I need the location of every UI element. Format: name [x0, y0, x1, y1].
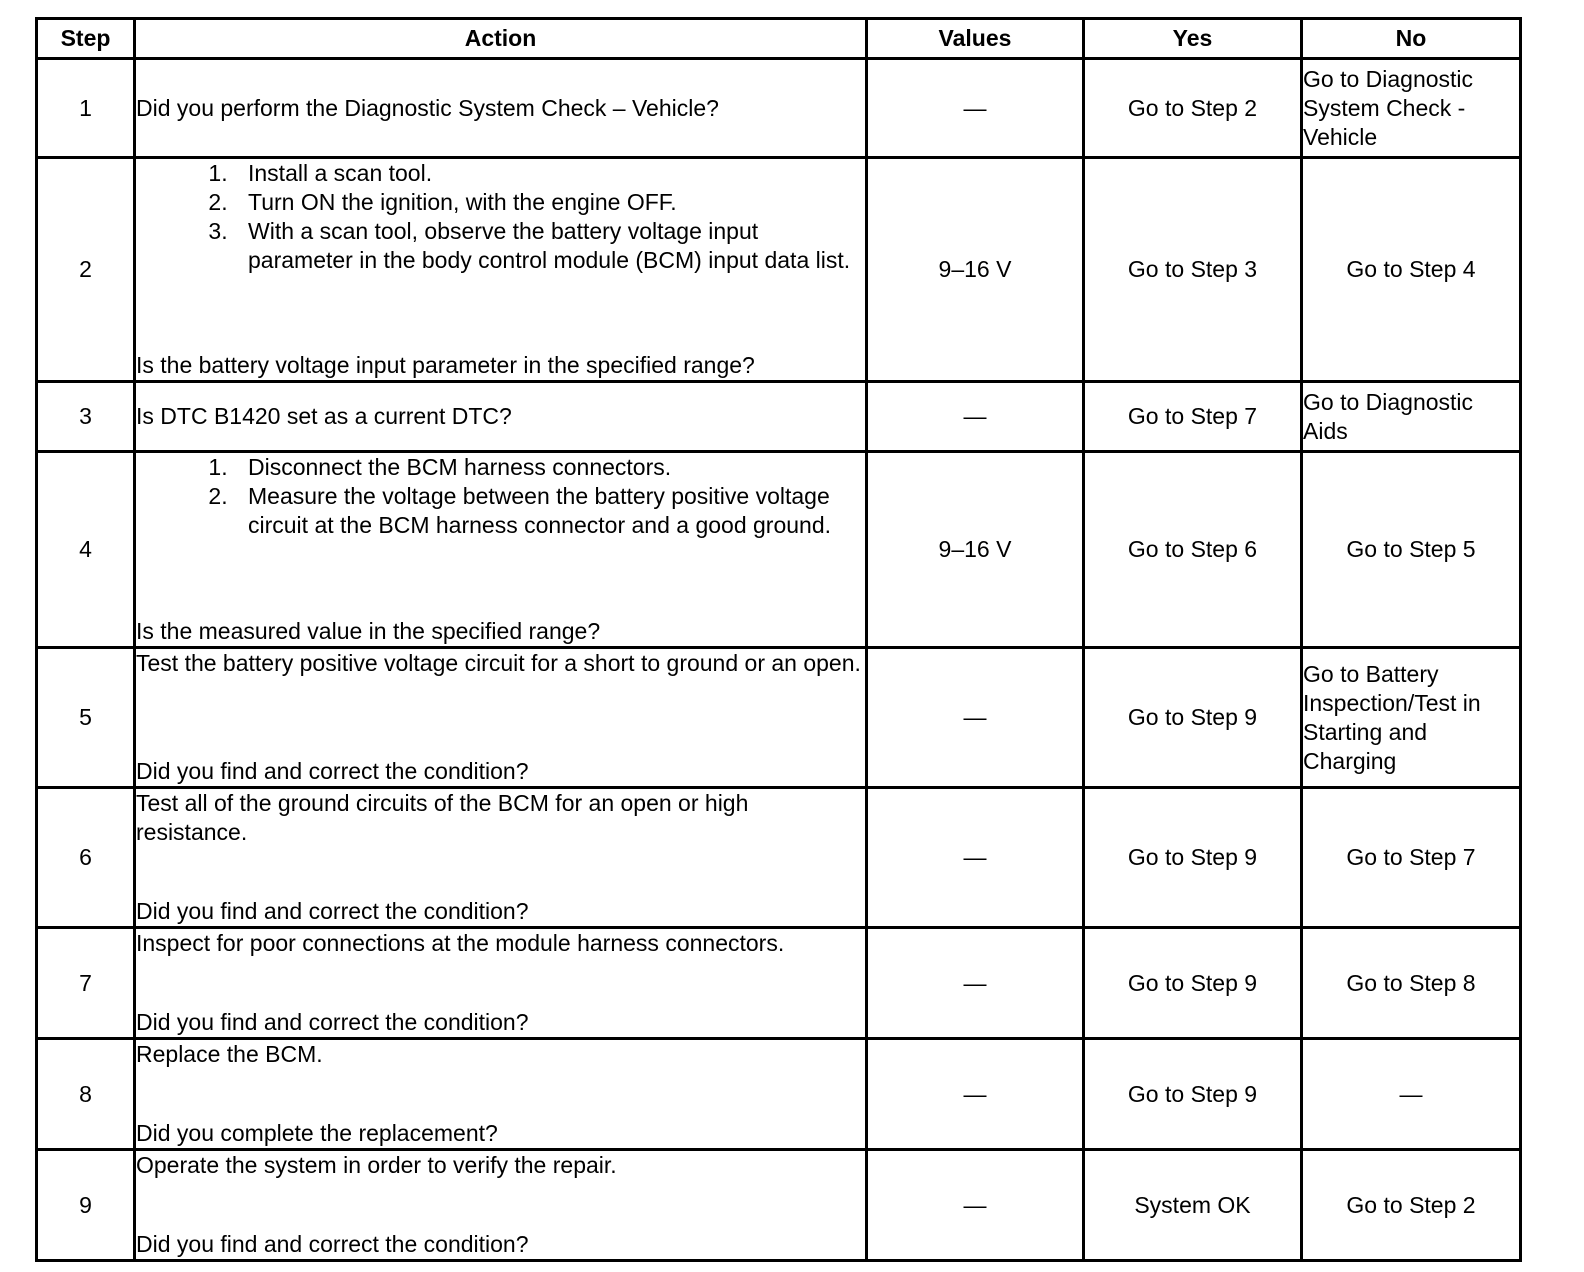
action-cell: [135, 158, 867, 382]
step-number: 9: [37, 1150, 135, 1261]
yes-cell: Go to Step 9: [1084, 928, 1302, 1039]
action-content: [136, 929, 865, 1037]
no-cell: Go to Step 8: [1302, 928, 1521, 1039]
action-content: [136, 1040, 865, 1148]
no-cell: Go to Step 4: [1302, 158, 1521, 382]
action-cell: [135, 1150, 867, 1261]
action-question: Did you complete the replacement?: [136, 1120, 498, 1146]
action-cell: [135, 788, 867, 928]
no-cell: Go to Step 7: [1302, 788, 1521, 928]
table-row: [37, 452, 1521, 648]
step-number: 2: [37, 158, 135, 382]
action-content: [136, 649, 865, 786]
values-cell: —: [867, 788, 1084, 928]
action-text: Test all of the ground circuits of the BCM for an open or high resistance.: [136, 790, 749, 845]
step-number: 8: [37, 1039, 135, 1150]
action-step-item: 1. Disconnect the BCM harness connectors.: [234, 453, 865, 482]
no-cell: Go to Diagnostic System Check - Vehicle: [1302, 59, 1521, 158]
yes-cell: Go to Step 3: [1084, 158, 1302, 382]
values-cell: —: [867, 382, 1084, 452]
step-number: 7: [37, 928, 135, 1039]
table-row: [37, 788, 1521, 928]
action-cell: [135, 648, 867, 788]
action-question: Is the measured value in the specified range?: [136, 618, 601, 644]
diagnostic-table: [35, 17, 1522, 1262]
values-cell: 9–16 V: [867, 158, 1084, 382]
no-cell: —: [1302, 1039, 1521, 1150]
table-row: [37, 158, 1521, 382]
action-text: Inspect for poor connections at the module harness connectors.: [136, 930, 785, 956]
action-question: Did you find and correct the condition?: [136, 898, 529, 924]
action-cell: [135, 452, 867, 648]
header-yes: Yes: [1084, 19, 1302, 59]
action-question: Is the battery voltage input parameter in the specified range?: [136, 352, 755, 378]
table-row: [37, 928, 1521, 1039]
action-content: [136, 159, 865, 380]
action-text: Test the battery positive voltage circuit for a short to ground or an open.: [136, 650, 861, 676]
action-question: Did you find and correct the condition?: [136, 758, 529, 784]
step-number: 4: [37, 452, 135, 648]
values-cell: —: [867, 1150, 1084, 1261]
no-cell: Go to Battery Inspection/Test in Starting and Charging: [1302, 648, 1521, 788]
yes-cell: Go to Step 9: [1084, 788, 1302, 928]
values-cell: —: [867, 648, 1084, 788]
step-number: 3: [37, 382, 135, 452]
action-step-item: 1. Install a scan tool.: [234, 159, 865, 188]
step-number: 6: [37, 788, 135, 928]
action-text: Replace the BCM.: [136, 1041, 323, 1067]
action-steps: [136, 159, 865, 275]
action-question: Did you find and correct the condition?: [136, 1231, 529, 1257]
no-cell: Go to Diagnostic Aids: [1302, 382, 1521, 452]
yes-cell: System OK: [1084, 1150, 1302, 1261]
table-row: [37, 648, 1521, 788]
no-cell: Go to Step 2: [1302, 1150, 1521, 1261]
values-cell: —: [867, 1039, 1084, 1150]
step-number: 1: [37, 59, 135, 158]
header-action: Action: [135, 19, 867, 59]
action-content: [136, 1151, 865, 1259]
action-cell: [135, 928, 867, 1039]
action-steps: [136, 453, 865, 540]
action-cell: [135, 382, 867, 452]
yes-cell: Go to Step 2: [1084, 59, 1302, 158]
action-step-item: 3. With a scan tool, observe the battery voltage input parameter in the body control module (BCM) input data list.: [234, 217, 865, 275]
table-row: [37, 382, 1521, 452]
action-cell: [135, 59, 867, 158]
yes-cell: Go to Step 9: [1084, 1039, 1302, 1150]
action-content: [136, 789, 865, 926]
table-row: [37, 59, 1521, 158]
header-row: [37, 19, 1521, 59]
action-step-item: 2. Measure the voltage between the battery positive voltage circuit at the BCM harness connector and a good ground.: [234, 482, 865, 540]
action-question: Did you find and correct the condition?: [136, 1009, 529, 1035]
header-step: Step: [37, 19, 135, 59]
values-cell: —: [867, 59, 1084, 158]
yes-cell: Go to Step 9: [1084, 648, 1302, 788]
values-cell: —: [867, 928, 1084, 1039]
action-content: [136, 453, 865, 646]
values-cell: 9–16 V: [867, 452, 1084, 648]
table-row: [37, 1150, 1521, 1261]
no-cell: Go to Step 5: [1302, 452, 1521, 648]
header-values: Values: [867, 19, 1084, 59]
yes-cell: Go to Step 7: [1084, 382, 1302, 452]
action-text: Is DTC B1420 set as a current DTC?: [136, 403, 512, 429]
step-number: 5: [37, 648, 135, 788]
table-row: [37, 1039, 1521, 1150]
yes-cell: Go to Step 6: [1084, 452, 1302, 648]
action-text: Did you perform the Diagnostic System Check – Vehicle?: [136, 94, 719, 121]
header-no: No: [1302, 19, 1521, 59]
action-text: Operate the system in order to verify the repair.: [136, 1152, 617, 1178]
action-cell: [135, 1039, 867, 1150]
action-step-item: 2. Turn ON the ignition, with the engine OFF.: [234, 188, 865, 217]
